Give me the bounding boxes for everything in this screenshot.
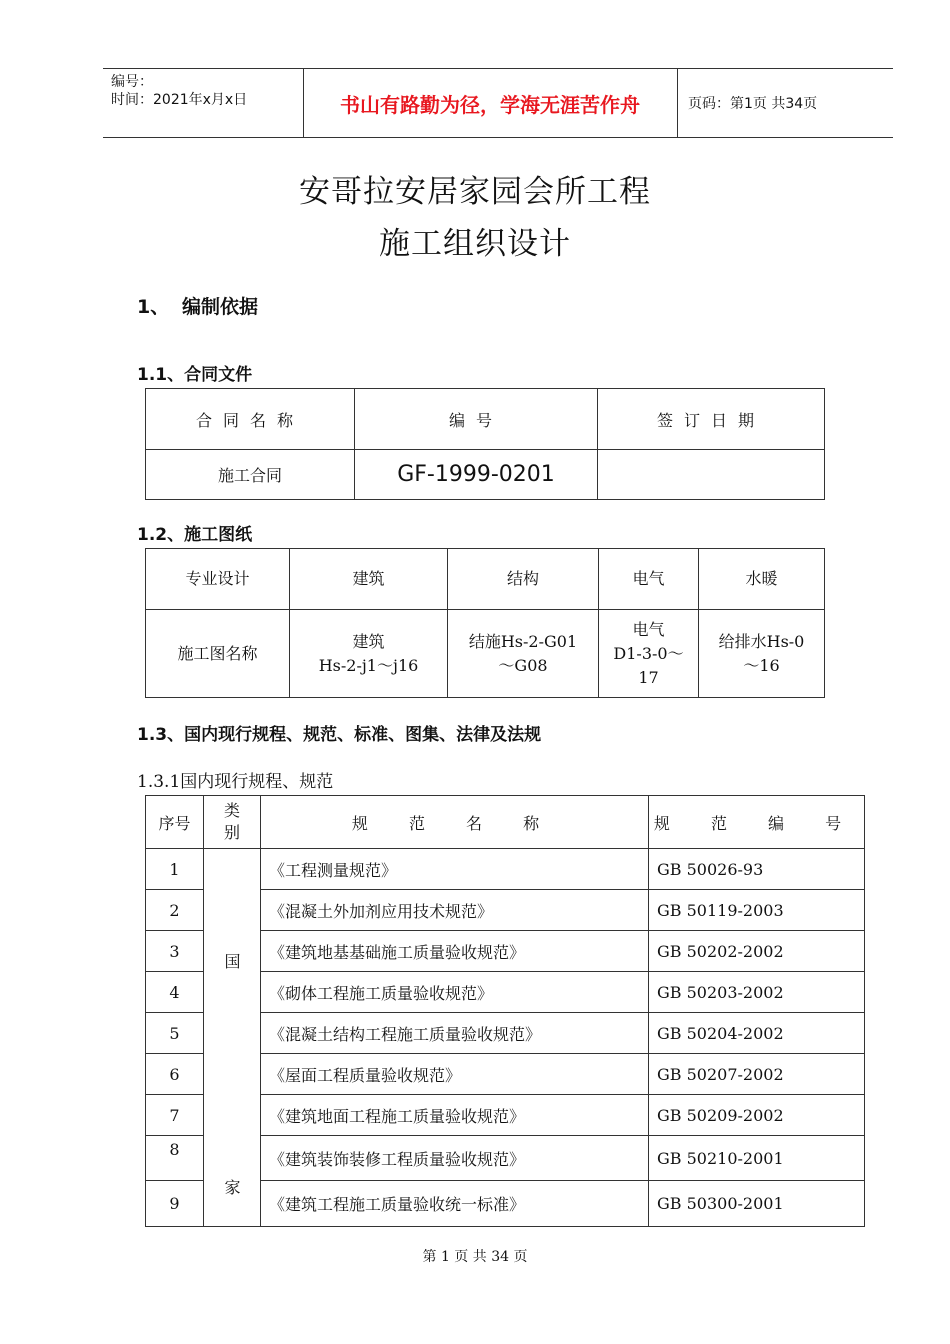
- subsection-heading-codes: 1.3.1国内现行规程、规范: [137, 772, 334, 792]
- code-name: 《砌体工程施工质量验收规范》: [261, 972, 649, 1013]
- table-header-row: [146, 796, 865, 849]
- code-number: GB 50119-2003: [649, 890, 865, 931]
- code-number: GB 50210-2001: [649, 1136, 865, 1181]
- header-cell: 序号: [146, 796, 204, 849]
- table-header-row: [146, 549, 825, 610]
- header-cell: 结构: [448, 549, 599, 610]
- code-number: GB 50203-2002: [649, 972, 865, 1013]
- drawing-cell: 结施Hs-2-G01 ～G08: [448, 610, 599, 698]
- drawing-cell: 给排水Hs-0 ～16: [699, 610, 825, 698]
- code-number: GB 50207-2002: [649, 1054, 865, 1095]
- header-cell: 电气: [599, 549, 699, 610]
- contract-number: GF-1999-0201: [355, 450, 598, 500]
- row-number: 8: [146, 1136, 204, 1181]
- code-name: 《建筑地面工程施工质量验收规范》: [261, 1095, 649, 1136]
- document-title: 安哥拉安居家园会所工程: [299, 174, 651, 210]
- row-number: 1: [146, 849, 204, 890]
- number-label: 编号：: [111, 74, 153, 90]
- page-footer: 第 1 页 共 34 页: [422, 1249, 528, 1265]
- section-label: 编制依据: [182, 296, 259, 318]
- time-label: 时间：2021年x月x日: [111, 92, 248, 108]
- motto: 书山有路勤为径，学海无涯苦作舟: [303, 69, 678, 137]
- header-cell: 水暖: [699, 549, 825, 610]
- header-cell: 签订日期: [598, 389, 825, 450]
- code-number: GB 50204-2002: [649, 1013, 865, 1054]
- code-name: 《建筑装饰装修工程质量验收规范》: [261, 1136, 649, 1181]
- row-label: 施工图名称: [146, 610, 290, 698]
- drawing-cell: 建筑 Hs-2-j1～j16: [290, 610, 448, 698]
- contract-table: [145, 388, 825, 500]
- row-number: 9: [146, 1181, 204, 1227]
- header-cell: 规 范 名 称: [261, 796, 649, 849]
- row-number: 6: [146, 1054, 204, 1095]
- header-cell: 合同名称: [146, 389, 355, 450]
- header-cell: 建筑: [290, 549, 448, 610]
- table-row: [146, 849, 865, 890]
- row-number: 2: [146, 890, 204, 931]
- code-name: 《建筑地基基础施工质量验收规范》: [261, 931, 649, 972]
- table-row: [146, 610, 825, 698]
- codes-table: [145, 795, 865, 1227]
- subsection-heading-contract: 1.1、合同文件: [137, 365, 253, 385]
- contract-date: [598, 450, 825, 500]
- row-number: 5: [146, 1013, 204, 1054]
- header-meta: [103, 69, 304, 137]
- row-number: 7: [146, 1095, 204, 1136]
- page-indicator: 页码：第1页 共34页: [688, 96, 818, 112]
- section-heading: [137, 292, 258, 319]
- code-name: 《工程测量规范》: [261, 849, 649, 890]
- contract-name: 施工合同: [146, 450, 355, 500]
- code-name: 《屋面工程质量验收规范》: [261, 1054, 649, 1095]
- table-header-row: [146, 389, 825, 450]
- category-cell: [204, 849, 261, 1227]
- header-cell: 规 范 编 号: [649, 796, 865, 849]
- table-row: [146, 450, 825, 500]
- row-number: 4: [146, 972, 204, 1013]
- header-cell: 类 别: [204, 796, 261, 849]
- drawing-cell: 电气 D1-3-0～ 17: [599, 610, 699, 698]
- code-number: GB 50209-2002: [649, 1095, 865, 1136]
- header-cell: 专业设计: [146, 549, 290, 610]
- code-name: 《混凝土结构工程施工质量验收规范》: [261, 1013, 649, 1054]
- page-header: [103, 68, 893, 138]
- code-number: GB 50202-2002: [649, 931, 865, 972]
- subsection-heading-standards: 1.3、国内现行规程、规范、标准、图集、法律及法规: [137, 725, 542, 745]
- code-number: GB 50026-93: [649, 849, 865, 890]
- code-number: GB 50300-2001: [649, 1181, 865, 1227]
- section-number: 1、: [137, 296, 170, 318]
- drawings-table: [145, 548, 825, 698]
- category-top: 国: [224, 952, 241, 971]
- subsection-heading-drawings: 1.2、施工图纸: [137, 525, 253, 545]
- code-name: 《混凝土外加剂应用技术规范》: [261, 890, 649, 931]
- category-bottom: 家: [224, 1178, 241, 1197]
- header-cell: 编号: [355, 389, 598, 450]
- row-number: 3: [146, 931, 204, 972]
- code-name: 《建筑工程施工质量验收统一标准》: [261, 1181, 649, 1227]
- document-subtitle: 施工组织设计: [379, 226, 571, 262]
